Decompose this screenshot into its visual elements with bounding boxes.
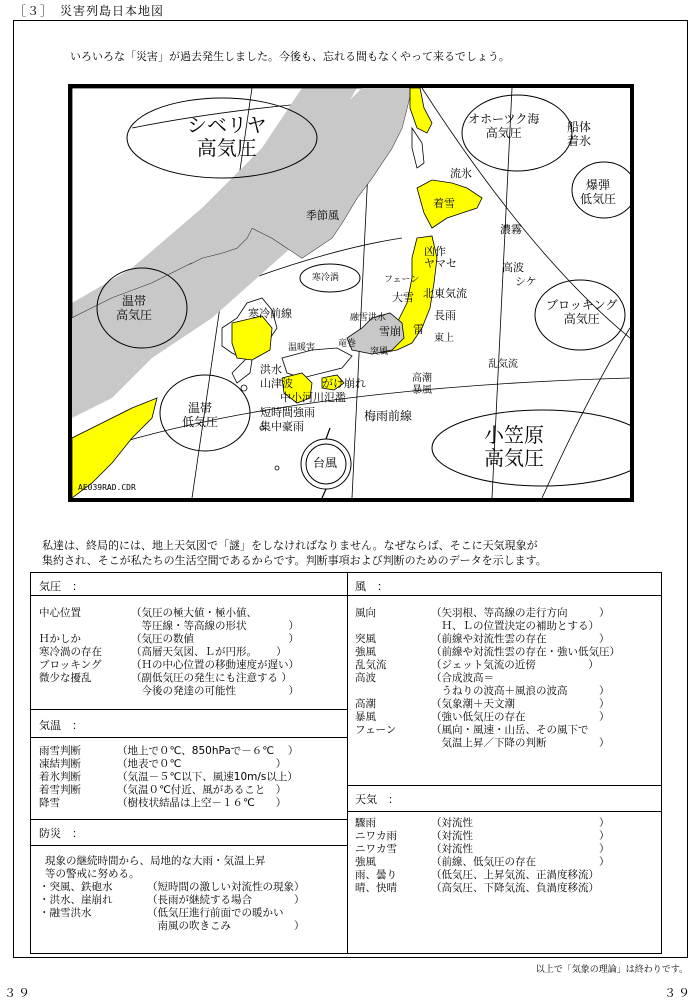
avalanche-label: 雪崩 [379, 325, 401, 338]
wind-heading: 風 ： [355, 580, 388, 593]
gust-label: 突風 [370, 347, 389, 357]
disaster-prevention-rows [39, 855, 305, 933]
row-divider [31, 819, 347, 820]
table-row: 強風 （前線や対流性雲の存在・強い低気圧） [355, 646, 620, 658]
warm-damage-label: 温暖害 [288, 343, 316, 353]
judgment-table [30, 572, 662, 954]
table-row: 驟雨 （対流性 ） [355, 817, 610, 829]
table-row: 突風 （前線や対流性雲の存在 ） [355, 633, 610, 645]
violent-wind-label: 暴風 [412, 385, 432, 396]
typhoon-label: 台風 [313, 456, 338, 470]
map-filename: AE039RAD.CDR [78, 483, 136, 492]
long-rain-label: 長雨 [434, 309, 456, 322]
snow-accretion-label: 着雪 [433, 197, 455, 210]
turbulence-label: 乱気流 [488, 359, 518, 370]
table-row: 凍結判断 （地表で０℃ ） [39, 758, 287, 770]
page-number-right: ３９ [663, 986, 692, 1000]
paragraph-line: 集約され、そこが私たちの生活空間であるからです。判断事項および判断のためのデータを示します。 [42, 554, 547, 567]
table-row: 雨雪判断 （地上で０℃、850hPaで－６℃ ） [39, 745, 299, 757]
wind-rows [355, 607, 620, 750]
thunder-label: 雷 [413, 323, 424, 336]
table-row: ・融雪洪水 （低気圧進行前面での暖かい [39, 907, 284, 919]
siberia-high-label: シベリヤ 高気圧 [187, 113, 267, 160]
cold-vortex-label: 寒冷渦 [312, 273, 340, 283]
foehn-label: フェーン [384, 275, 420, 285]
table-row: うねりの波高＋風浪の波高 ） [431, 685, 610, 697]
okhotsk-high-label: オホーツク海 高気圧 [468, 112, 540, 141]
temperature-heading: 気温 ： [39, 719, 83, 732]
high-waves-label: 高波 [502, 261, 524, 274]
table-row: 乱気流 （ジェット気流の近傍 ） [355, 659, 599, 671]
table-row: Ｈ、Ｌの位置決定の補助とする） [431, 620, 599, 632]
pressure-rows [39, 607, 299, 698]
row-divider [31, 845, 347, 846]
table-row: 現象の継続時間から、局地的な大雨・気温上昇 [45, 855, 266, 867]
table-row: 寒冷渦の存在 （高層天気図、Ｌが円形。 ） [39, 646, 287, 658]
river-flood-label: 中小河川氾濫 [280, 391, 346, 404]
debris-flow-label: 山津波 [260, 377, 293, 390]
section-title: ［３］ 災害列島日本地図 [14, 4, 165, 18]
table-row: ニワカ雨 （対流性 ） [355, 830, 610, 842]
table-row: フェーン （風向・風速・山岳、その風下で [355, 724, 589, 736]
table-row: 中心位置 （気圧の極大値・極小値、 [39, 607, 257, 619]
map-drawing [72, 88, 630, 498]
table-row: 高波 （合成波高＝ [355, 672, 494, 684]
row-divider [347, 785, 661, 786]
table-row: 高潮 （気象潮＋天文潮 ） [355, 698, 610, 710]
table-row: 気温上昇／下降の判断 ） [431, 737, 610, 749]
footnote: 以上で「気象の理論」は終わりです。 [535, 965, 688, 975]
table-row: ブロッキング （Ｈの中心位置の移動速度が遅い） [39, 659, 299, 671]
table-row: 強風 （前線、低気圧の存在 ） [355, 856, 610, 868]
table-row: Ｈかしか （気圧の数値 ） [39, 633, 299, 645]
table-row: ニワカ雪 （対流性 ） [355, 843, 610, 855]
table-row: 晴、快晴 （高気圧、下降気流、負渦度移流） [355, 882, 599, 894]
cold-front-label: 寒冷前線 [248, 307, 292, 320]
column-divider [347, 573, 348, 953]
row-divider [31, 737, 347, 738]
flood-label: 洪水 [260, 363, 282, 376]
header-rule [31, 595, 661, 596]
baiu-front-label: 梅雨前線 [364, 409, 413, 423]
seasonal-wind-label: 季節風 [306, 209, 339, 222]
explanation-paragraph [42, 538, 682, 568]
temperate-low-label: 温帯 低気圧 [182, 401, 219, 430]
blocking-high-label: ブロッキング 高気圧 [546, 298, 618, 327]
table-row: ・突風、鉄砲水 （短時間の激しい対流性の現象） [39, 881, 305, 893]
table-row: 南風の吹きこみ ） [147, 920, 305, 932]
eastward-label: 東上 [434, 333, 454, 344]
bomb-low-label: 爆弾 低気圧 [580, 178, 617, 207]
table-row: 等の警戒に努める。 [45, 868, 140, 880]
table-row: 着氷判断 （気温－５℃以下、風速10m/s以上） [39, 771, 298, 783]
row-divider [347, 811, 661, 812]
storm-surge-label: 高潮 [412, 373, 432, 384]
dense-fog-label: 濃霧 [500, 223, 522, 236]
table-row: 雨、曇り （低気圧、上昇気流、正渦度移流） [355, 869, 599, 881]
paragraph-line: 私達は、終局的には、地上天気図で「謎」をしなければなりません。なぜならば、そこに天気現象が [42, 539, 538, 552]
disaster-map [68, 84, 634, 502]
table-row: 風向 （矢羽根、等高線の走行方向 ） [355, 607, 610, 619]
table-row: 降雪 （樹枝状結晶は上空－１６℃ ） [39, 797, 287, 809]
table-row: 暴風 （強い低気圧の存在 ） [355, 711, 610, 723]
northeast-flow-label: 北東気流 [423, 287, 467, 300]
storm-label: シケ [515, 275, 537, 288]
crop-failure-label: 凶作 ヤマセ [424, 245, 457, 270]
page-number-left: ３９ [4, 986, 33, 1000]
ship-icing-label: 船体 着氷 [567, 120, 592, 149]
weather-rows [355, 817, 610, 895]
table-row: 等圧線・等高線の形状 ） [131, 620, 299, 632]
heavy-snow-label: 大雪 [392, 291, 414, 304]
disaster-prevention-heading: 防災 ： [39, 827, 83, 840]
ogasawara-high-label: 小笠原 高気圧 [484, 423, 544, 470]
torrential-rain-label: 集中豪雨 [260, 420, 304, 433]
table-row: ・洪水、崖崩れ （長雨が継続する場合 ） [39, 894, 305, 906]
temperature-rows [39, 745, 298, 810]
weather-heading: 天気 ： [355, 793, 399, 806]
row-divider [31, 709, 347, 710]
drift-ice-label: 流氷 [450, 167, 472, 180]
short-heavy-rain-label: 短時間強雨 [260, 406, 315, 419]
tornado-label: 竜巻 [338, 339, 357, 349]
table-row: 着雪判断 （気温０℃付近、風があること ） [39, 784, 287, 796]
pressure-heading: 気圧 ： [39, 580, 83, 593]
landslide-label: がけ崩れ [322, 377, 366, 390]
table-row: 今後の発達の可能性 ） [131, 685, 299, 697]
temperate-high-label: 温帯 高気圧 [116, 294, 153, 323]
intro-text: いろいろな「災害」が過去発生しました。今後も、忘れる間もなくやって来るでしょう。 [70, 50, 510, 63]
snowmelt-flood-label: 融雪洪水 [350, 313, 387, 323]
table-row: 微少な擾乱 （副低気圧の発生にも注意する ） [39, 672, 292, 684]
